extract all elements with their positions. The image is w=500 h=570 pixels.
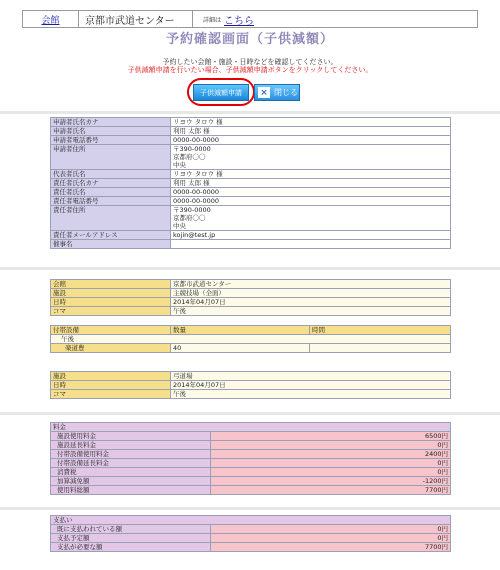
row-label: 既に支払われている額: [51, 525, 211, 534]
payment-title-row: [51, 516, 451, 525]
column-header: 時間: [310, 326, 451, 335]
table-row: [51, 468, 451, 477]
fees-table: [50, 422, 451, 495]
row-label: 責任者氏名カナ: [51, 179, 171, 188]
close-button-label: 閉じる: [274, 88, 298, 97]
equipment-group: 午後: [51, 335, 451, 344]
page-title: 予約確認画面（子供減額）: [165, 32, 334, 47]
close-button[interactable]: [254, 84, 300, 101]
address-line: 中央: [173, 161, 186, 169]
row-label: 責任者メールアドレス: [51, 231, 171, 240]
table-row: [51, 289, 451, 298]
row-value: 0円: [211, 534, 451, 543]
table-row: [51, 525, 451, 534]
row-value: 0000-00-0000: [171, 136, 451, 145]
row-value: 2014年04月07日: [171, 381, 451, 390]
row-label: 責任者氏名: [51, 188, 171, 197]
address-line: 京都府〇〇: [173, 214, 206, 222]
address-line: 〒390-0000: [173, 145, 211, 153]
fees-title-row: [51, 423, 451, 432]
table-row: [51, 170, 451, 179]
highlight-circle: [187, 78, 255, 106]
booking-table-1: [50, 279, 451, 316]
row-label: 日時: [51, 381, 171, 390]
column-header: 数量: [171, 326, 310, 335]
row-value: 2014年04月07日: [171, 298, 451, 307]
table-row: [51, 127, 451, 136]
row-value: [171, 145, 451, 170]
row-value: 京都市武道センター: [171, 280, 451, 289]
table-row: [51, 179, 451, 188]
row-label: 消費税: [51, 468, 211, 477]
row-value: 7700円: [211, 486, 451, 495]
equipment-group-row: [51, 335, 451, 344]
row-label: 支払予定額: [51, 534, 211, 543]
divider: [0, 507, 500, 510]
divider: [0, 267, 500, 270]
table-row: [51, 145, 451, 170]
table-row: [51, 280, 451, 289]
column-header: 付帯設備: [51, 326, 171, 335]
table-row: [51, 307, 451, 316]
table-row: [51, 240, 451, 249]
row-value: 利用 太郎 様: [171, 127, 451, 136]
table-row: [51, 477, 451, 486]
table-row: [51, 206, 451, 231]
row-label: 付帯設備延長料金: [51, 459, 211, 468]
address-line: 〒390-0000: [173, 206, 211, 214]
equipment-header-row: [51, 326, 451, 335]
detail-cell: [193, 11, 477, 27]
row-value: リヨウ タロウ 様: [171, 170, 451, 179]
row-label: 申請者住所: [51, 145, 171, 170]
table-row: [51, 372, 451, 381]
table-row: [51, 459, 451, 468]
row-label: 責任者電話番号: [51, 197, 171, 206]
row-label: 申請者氏名: [51, 127, 171, 136]
row-value: [171, 206, 451, 231]
row-value: 弓道場: [171, 372, 451, 381]
address-line: 京都府〇〇: [173, 153, 206, 161]
row-value: 午後: [171, 307, 451, 316]
table-row: [51, 197, 451, 206]
row-value: 0000-00-0000: [171, 197, 451, 206]
equipment-item: 楽道豊: [51, 344, 171, 353]
payment-title: 支払い: [51, 516, 451, 525]
row-value: 6500円: [211, 432, 451, 441]
row-label: コマ: [51, 307, 171, 316]
row-label: 付帯設備使用料金: [51, 450, 211, 459]
facility-name: 京都市武道センター: [79, 11, 193, 27]
detail-link[interactable]: こちら: [224, 15, 255, 27]
row-label: 会館: [51, 280, 171, 289]
row-label: 日時: [51, 298, 171, 307]
equipment-table: [50, 325, 451, 353]
table-row: [51, 231, 451, 240]
row-value: 0円: [211, 525, 451, 534]
row-value: リヨウ タロウ 様: [171, 118, 451, 127]
address-line: 中央: [173, 222, 186, 230]
header-back-cell: [23, 11, 79, 27]
row-label: 申請者電話番号: [51, 136, 171, 145]
row-label: 施設延長料金: [51, 441, 211, 450]
row-value: [171, 240, 451, 249]
row-label: 加算減免額: [51, 477, 211, 486]
detail-label: 詳細は: [203, 16, 222, 24]
table-row: [51, 381, 451, 390]
row-value: -1200円: [211, 477, 451, 486]
kodomo-instruction-text: 子供減額申請を行いたい場合、子供減額申請ボタンをクリックしてください。: [127, 66, 373, 74]
row-label: 施設: [51, 289, 171, 298]
row-label: 代表者氏名: [51, 170, 171, 179]
table-row: [51, 298, 451, 307]
table-row: [51, 344, 451, 353]
table-row: [51, 543, 451, 552]
table-row: [51, 188, 451, 197]
table-row: [51, 118, 451, 127]
table-row: [51, 486, 451, 495]
row-label: 責任者住所: [51, 206, 171, 231]
row-value: 午後: [171, 390, 451, 399]
row-label: 申請者氏名カナ: [51, 118, 171, 127]
table-row: [51, 136, 451, 145]
row-label: 使用料総額: [51, 486, 211, 495]
header-bar: [22, 10, 478, 28]
row-value: 0円: [211, 441, 451, 450]
equipment-time: [310, 344, 451, 353]
equipment-quantity: 40: [171, 344, 310, 353]
payment-table: [50, 515, 451, 552]
table-row: [51, 450, 451, 459]
row-label: コマ: [51, 390, 171, 399]
fees-title: 料金: [51, 423, 451, 432]
divider: [0, 412, 500, 415]
divider: [0, 111, 500, 114]
applicant-table: [50, 117, 451, 249]
table-row: [51, 432, 451, 441]
table-row: [51, 390, 451, 399]
row-value: 0000-00-0000: [171, 188, 451, 197]
row-value: 主競技場（全面）: [171, 289, 451, 298]
row-value: 0円: [211, 468, 451, 477]
close-icon: ×: [258, 87, 270, 98]
row-value: 2400円: [211, 450, 451, 459]
row-label: 施設使用料金: [51, 432, 211, 441]
row-value: 7700円: [211, 543, 451, 552]
row-label: 催事名: [51, 240, 171, 249]
instruction-text: 予約したい会館・施設・日時などを確認してください。: [162, 58, 338, 66]
row-value: 0円: [211, 459, 451, 468]
row-value: kojin@test.jp: [171, 231, 451, 240]
row-label: 支払が必要な額: [51, 543, 211, 552]
booking-table-2: [50, 371, 451, 399]
kodomo-apply-button[interactable]: 子供減額申請: [193, 84, 249, 101]
table-row: [51, 534, 451, 543]
table-row: [51, 441, 451, 450]
row-label: 施設: [51, 372, 171, 381]
back-link[interactable]: 会館: [41, 15, 60, 26]
row-value: 利用 太郎 様: [171, 179, 451, 188]
